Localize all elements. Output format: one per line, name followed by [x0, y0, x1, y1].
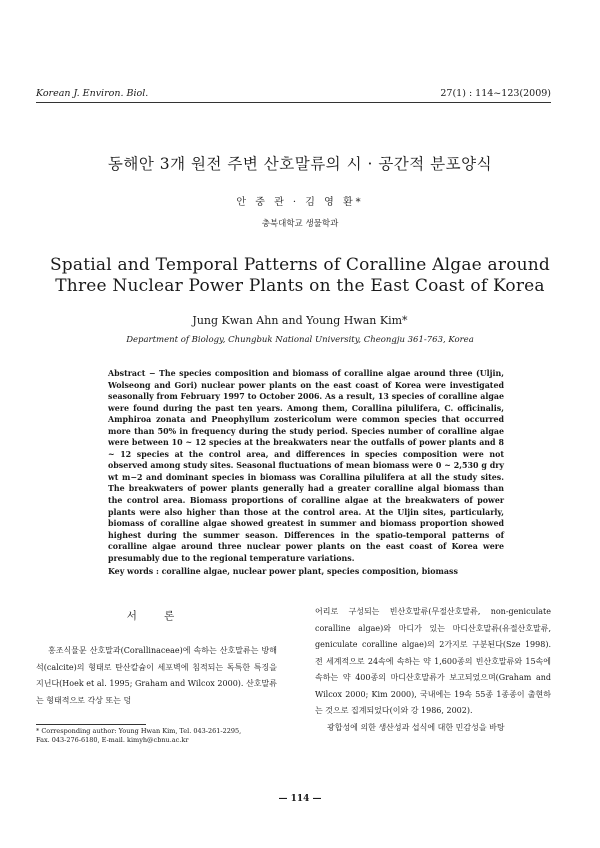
footnote-line-1: * Corresponding author: Young Hwan Kim, Tel. 043-261-2295,: [36, 727, 242, 735]
korean-authors: 안 중 관 · 김 영 환*: [236, 197, 364, 208]
english-title-line-2: Three Nuclear Power Plants on the East Coast of Korea: [55, 276, 545, 296]
abstract: [108, 368, 504, 564]
english-authors: Jung Kwan Ahn and Young Hwan Kim*: [192, 314, 408, 327]
english-department: Department of Biology, Chungbuk National University, Cheongju 361-763, Korea: [126, 335, 474, 345]
header-rule: [36, 102, 551, 103]
right-body-text: 어리로 구성되는 빈산호말류(무절산호말류, non-geniculate coralline algae)와 마디가 있는 마디산호말류(유절산호말류, geniculate coralline algae)의 2가지로 구분된다(Sze 1998). 전 세계적으로 24속에 속하는 약 1,600종의 빈산호말류와 15속에 속하는 약 400종의 마디산호말류가 보고되었으며(Graham and Wilcox 2000; Kim 2000), 국내에는 19속 55종 1종종이 출현하는 것으로 집계되었다(이와 강 1986, 2002).: [315, 607, 551, 715]
page-number: — 114 —: [278, 794, 322, 804]
section-heading: 서 론: [126, 610, 187, 622]
footnote: [36, 727, 286, 745]
right-column: [315, 604, 551, 736]
footnote-line-2: Fax. 043-276-6180, E-mail. kimyh@cbnu.ac.kr: [36, 736, 189, 744]
left-column: [36, 608, 277, 709]
right-body-text-2: 광합성에 의한 생산성과 섭식에 대한 민감성을 바탕: [327, 722, 505, 732]
footnote-rule: [36, 724, 146, 725]
volume-info: 27(1) : 114~123(2009): [440, 88, 551, 99]
korean-affiliation: 충북대학교 생물학과: [261, 219, 339, 229]
keywords: Key words : coralline algae, nuclear power plant, species composition, biomass: [108, 567, 458, 576]
journal-name: Korean J. Environ. Biol.: [36, 88, 149, 99]
english-title: [0, 255, 600, 297]
left-body-text: 홍조식물문 산호말과(Corallinaceae)에 속하는 산호말류는 방해석(calcite)의 형태로 탄산칼슘이 세포벽에 침적되는 독특한 특징을 지닌다(Hoek et al. 1995; Graham and Wilcox 2000). 산호말류는 형태적으로 각상 또는 덩: [36, 646, 277, 705]
abstract-label: Abstract: [108, 369, 146, 378]
korean-title: 동해안 3개 원전 주변 산호말류의 시 · 공간적 분포양식: [107, 155, 493, 173]
english-title-line-1: Spatial and Temporal Patterns of Coralline Algae around: [49, 255, 551, 275]
abstract-text: − The species composition and biomass of coralline algae around three (Uljin, Wolseong and Gori) nuclear power plants on the east coast of Korea were investigated seasonally from February 1997 to October 2006. As a result, 13 species of coralline algae were found during the past ten years. Among them, Corallina pilulifera, C. officinalis, Amphiroa zonata and Pneophyllum zostericolum were common species that occurred more than 50% in frequency during the study period. Species number of coralline algae were between 10 ~ 12 species at the breakwaters near the outfalls of power plants and 8 ~ 12 species at the control area, and differences in species composition were not observed among study sites. Seasonal fluctuations of mean biomass were 0 ~ 2,530 g dry wt m−2 and dominant species in biomass was Corallina pilulifera at all the study sites. The breakwaters of power plants generally had a greater coralline algal biomass than the control area. Biomass proportions of coralline algae at the breakwaters of power plants were also higher than those at the control area. At the Uljin sites, particularly, biomass of coralline algae showed greatest in summer and biomass proportion showed highest during the summer season. Differences in the spatio-temporal patterns of coralline algae around three nuclear power plants on the east coast of Korea were presumably due to the regional temperature variations.: [108, 369, 504, 563]
